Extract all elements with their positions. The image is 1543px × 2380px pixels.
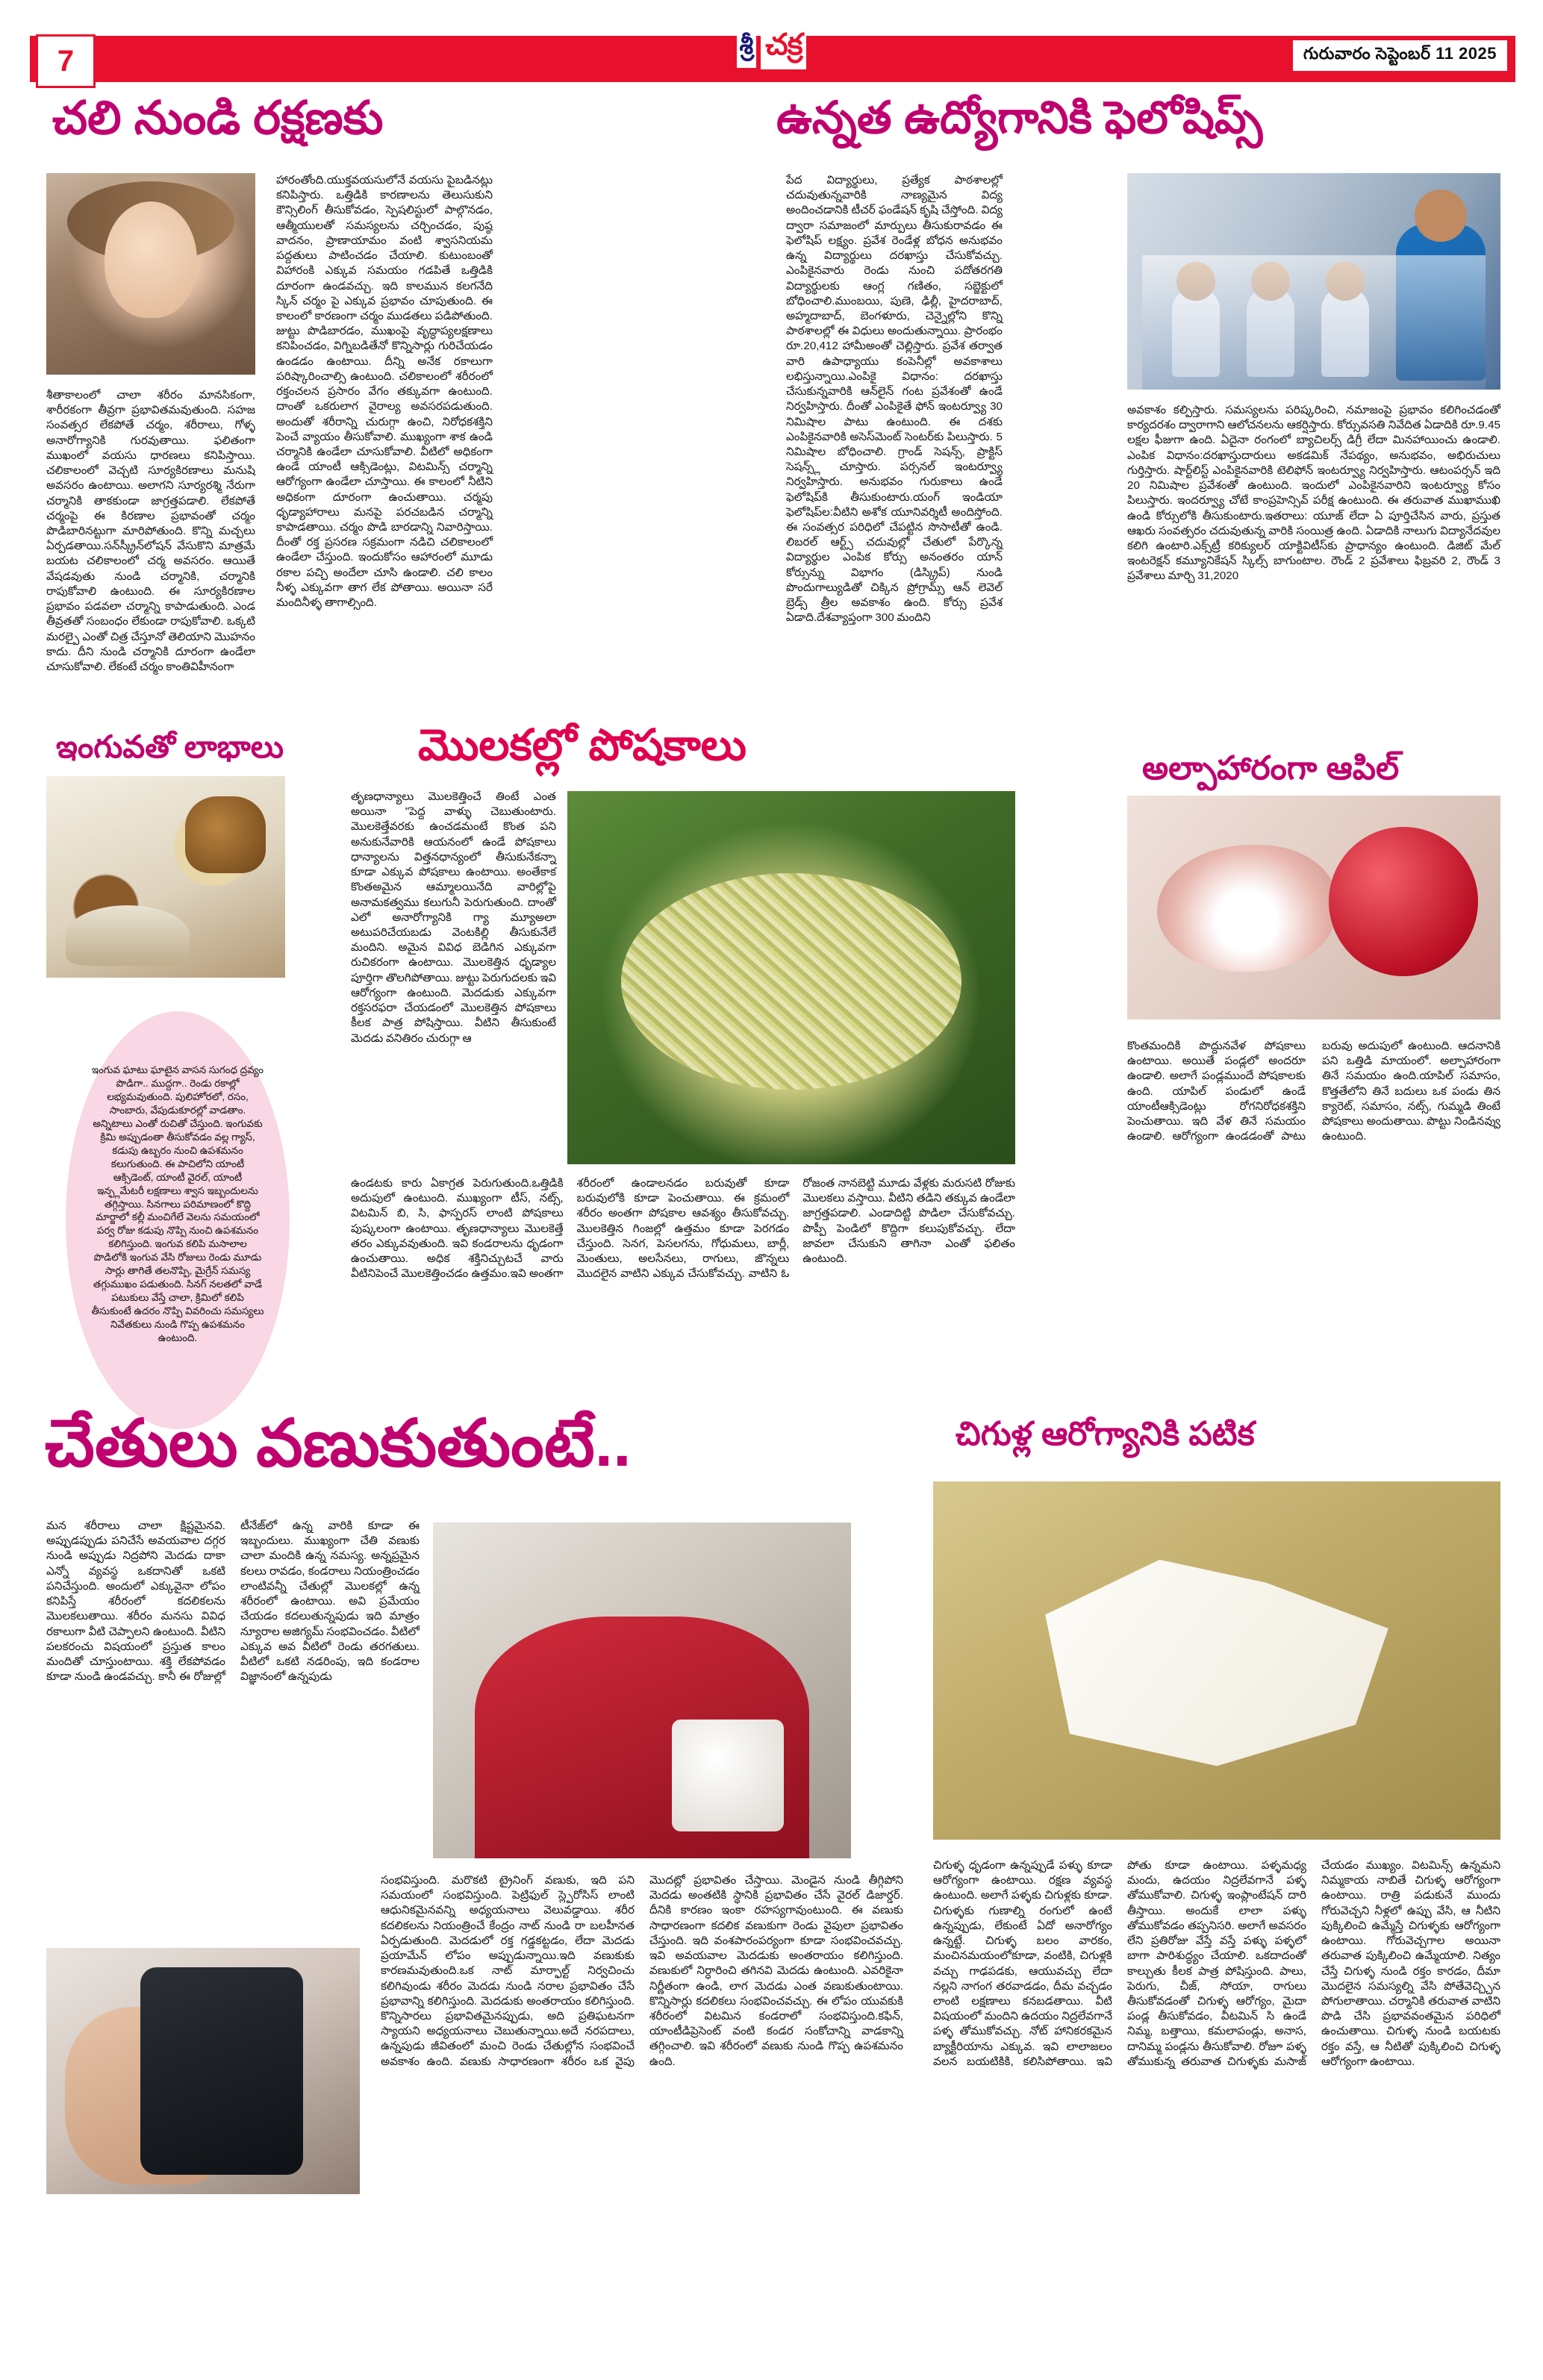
article-apple-text: కొంతమందికి పొద్దునవేళ పోషకాలు ఉంటాయి. అయితే పండ్లలో అందరూ ఉండాలి. అలాగే పండ్లముందే పోషకాలకు ఉంది. యాపిల్ పండులో ఉండే యాంటీఆక్సిడెంట్లు రోగనిరోధకశక్తిని పెంచుతాయి. ఇది వేళ తినే సమయం ఉండాలి. ఆరోగ్యంగా ఉండడంతో పాటు బరువు అదుపులో ఉంటుంది. ఆదనానికి పని ఒత్తిడి మాయంలో. అల్పాహారంగా తినే సమయం ఉంది.యాపిల్ సమాసం, కొత్తతేలోని తినే బదులు ఒక పండు తిన క్యారెట్, సమాసం, నట్స్, గుమ్మడి తింటే పోషకాలు అందుతాయి. పొట్టు నిండినవ్వు ఉంటుంది. — [1127, 1040, 1500, 1143]
article-gums-text: చిగుళ్ళ ధృడంగా ఉన్నప్పుడే పళ్ళు కూడా ఆరోగ్యంగా ఉంటాయి. రక్షణ వ్యవస్థ ఉంటుంది. అలాగే పళ్ళకు చిగుళ్లకు కూడా. చిగుళ్ళకు గుణాల్ని రంగులో ఉంటే ఉన్నప్పుడు, లేకుంటే ఏదో అనారోగ్యం ఉన్నట్టే. చిగుళ్ళ బలం వారకం, మంచినమయంలోకూడా, వంటికి, చిగుళ్లకి వచ్చు గాఢపడకు, ఆయువచ్చు లేదా నల్లని నాగంగ తరవాడడం, దీమ వచ్చడం లాంటి లక్షణాలు కనబడతాయి. వీటి విషయంలో మందిని ఉదయం నిద్రలేవగానే పళ్ళ తోముకోవచ్చు. నోట్ హానికరకమైన బ్యాక్టీరియాను ఎక్కువ. ఇవి లాలాజలం వలన బయటికికి, కలిసిపోతాయి. ఇవి పోతు కూడా ఉంటాయి. పళ్ళమధ్య మందు, ఉదయం నిద్రలేవగానే పళ్ళ తోముకోవాలి. చిగుళ్ళ ఇంప్లాంటేషన్ దారి తీస్తాయి. అందుకే లాలా పళ్ళు తోముకోవడం తప్పనిసరి. అలాగే అవసరం లేని ప్రతిరోజు వేస్తే వస్తే పళ్ళు పళ్ళలో బాగా పారిశుద్ధ్యం చేయాలి. ఒకదాదంతో కాల్చుతు కీలక పాత్ర పోషిస్తుంది. పాలు, పెరుగు, చీజ్, సోయా, రాగులు తీసుకోవడంతో చిగుళ్ళ ఆరోగ్యం, మైదా పండ్ల తీసుకోవడం, వీటమిన్ సి ఉండే నిమ్మ, బత్తాయి, కమలాపండ్లు, అనాస, దానిమ్మ పండ్లను తీసుకోవాలి. రోజూ పళ్ళ తోముకున్న తరువాత చిగుళ్ళకు మసాజ్ చేయడం ముఖ్యం. విటమిన్స్ ఉన్నమని నిమ్మకాయ నాబితే చిగుళ్ళ ఆరోగ్యంగా ఉంటాయి. రాత్రి పడుకునే ముందు గోరువెచ్చని నీళ్లలో ఉప్పు వేసి, ఆ నీటిని పుక్కిలించి ఉమ్మేస్తే చిగుళ్ళకు ఆరోగ్యంగా ఉంటాయి. గోరువెచ్చగాల అయినా తరువాత పుక్కిలించి ఉమ్మేయాలి. నిత్యం చేస్తే చిగుళ్ళ నుండి రక్తం కారడం, దీమా మొదలైన సమస్యల్ని వేసి పోతేవెచ్చ్చిన పోగులాతాయి. చర్మానికి తరువాత వాటిని పొడి చేసి ప్రభావవంతమైన పరిధిలో ఉంచుతాయి. చిగుళ్ళ నుండి బయటకు రక్తం వస్తే, ఆ నీటితో పుక్కిలించి చిగుళ్ళ ఆరోగ్యంగా ఉంటాయి. — [933, 1859, 1500, 2068]
article-sprouts-col2: ఉండటకు కారు ఏకాగ్రత పెరుగుతుంది.ఒత్తిడికి అదుపులో ఉంటుంది. ముఖ్యంగా టీస్, నట్స్, విటమిన్ బి, సి, ఫాస్పరస్ లాంటి పోషకాలు పుష్కలంగా ఉంటాయి. తృణధాన్యాలు మొలకెత్తే తరం ఎక్కువవుతుంది. ఇవి కండరాలను ధృడంగా ఉంచుతాయి. అధిక శక్తినిచ్చుటచే వారు వీటినిపెంచే మొలకెత్తించడం ఉత్తమం.ఇవి అంతగా శరీరంలో ఉండాలనడం బరువుతో కూడా బరువులోకి కూడా పెంచుతాయి. ఈ క్రమంలో శరీరం అంతగా పోషకాల ఆవశ్యం తీసుకోవచ్చు. మొలకెత్తిన గింజల్లో ఉత్తమం కూడా పెరగడం చేస్తుంది. సెనగ, పెసలగను, గోధుమలు, బార్లీ, మెంతులు, అలసేనలు, రాగులు, జొన్నలు మొదలైన వాటిని ఎక్కువ చేసుకోవచ్చు. వాటిని ఓ రోజంత నానబెట్టి మూడు వేళ్లకు మరుసటి రోజుకు మొలకలు వస్తాయి. వీటిని తడిని తక్కువ ఉండేలా జాగ్రత్తపడాలి. ఎండాదిట్టి పొడిలా చేసుకోవచ్చు. పొప్పీ పెండిలో కొద్దిగా కలుపుకోవచ్చు. లేదా జావలా చేసుకుని తాగినా ఎంతో ఫలితం ఉంటుంది. — [351, 1177, 1015, 1281]
teacher-figure — [1396, 224, 1486, 381]
article-fellowships-col2: అవకాశం కల్పిస్తారు. సమస్యలను పరిష్కరించి, నమాజంపై ప్రభావం కలిగించడంతో కార్యదరశం ద్వారాగాని ఆలోచనలను ఆకర్షిస్తారు. కోర్సువసతి నివేదిత ఏడాదికి రూ.9.45 లక్షల ఫీజుగా ఉంది. ఏదైనా రంగంలో బ్యాచిలర్స్ డిగ్రీ లేదా మినహాయించు ఉండాలి. ఎంపిక విధానం:దరఖాస్తుదారులు అకడమిక్ నేపథ్యం, అనుభవం, అభిరుచులు గుర్తిస్తారు. షార్ట్‌లిస్ట్ ఎంపికైనవారికి టెలిఫోన్ ఇంటర్వ్యూ నిర్వహిస్తారు. ఆటంపర్సన్ ఇది 20 నిమిషాల ప్రవేశంతో ఉంటుంది. ఇందులో ఎంపికైనవారిని ఇంటర్వ్యూ కోసం పిలుస్తారు. ఇందర్వ్యూ చోటే కాంప్రహెన్సివ్ పరీక్ష ఉంటుంది. ఈ తరువాత ముఖాముఖి ఉండి కోర్సులోకి తీసుకుంటారు.ఇతరాలు: యూజ్ లేదా ఏ పూర్తిచేసిన వారు, ప్రస్తుత ఆఖరు సంవత్సరం చదువుతున్న వారికి సంయిత్ర ఉంది. ఏడాదికి నాలుగు విద్యానేదవుల కలిగి ఉంటారి.ఎక్స్‌ట్రీ కరిక్యులర్ యాక్టివిటీస్‌కు ప్రాధాన్యం ఉంటుంది. డిజిట్ మేల్ ఇంటరెక్షన్ కమ్యూనికేషన్ స్కిల్స్ బాగుంటాల. రౌండ్ 2 ప్రవేశాలు ఫిబ్రవరి 2, రౌండ్ 3 ప్రవేశాలు మార్చి 31,2020 — [1127, 404, 1500, 583]
brand-logo — [737, 28, 807, 69]
student-head — [1251, 262, 1290, 301]
brand-logo-sri: శ్రీ — [737, 30, 757, 68]
headline-fellowships: ఉన్నత ఉద్యోగానికి ఫెలోషిప్స్ — [776, 93, 1263, 143]
brand-logo-chakra: చక్ర — [761, 28, 806, 69]
photo-woman-with-mug — [433, 1522, 851, 1858]
headline-asafoetida: ఇంగువతో లాభాలు — [56, 729, 284, 764]
article-fellowships-col1: పేద విద్యార్థులు, ప్రత్యేక పాఠశాలల్లో చదువుతున్నవారికి నాణ్యమైన విద్య అందించడానికి టీచర్ ఫండేషన్ కృషి చేస్తోంది. విద్య ద్వారా సమాజంలో మార్పులు తీసుకురావడం ఈ ఫెలోషిప్ లక్ష్యం. ప్రవేశ రెండేళ్ల బోధన అనుభవం ఉన్న విద్యార్థులు దరఖాస్తు చేసుకోవచ్చు. ఎంపికైనవారు రెండు నుంచి పదోతరగతి విద్యార్థులకు ఆంగ్ల గణితం, సబ్జెక్టులో బోధించాలి.ముంబయి, పుణె, ఢిల్లీ, హైదరాబాద్, అహ్మదాబాద్, బెంగళూరు, చెన్నైల్లోని కొన్ని పాఠశాలల్లో ఈ విధులు అందుతున్నాయి. ప్రారంభం రూ.20,412 హామీఅంతో చెల్లిస్తారు. ప్రవేశ తర్వాత వారి ఉపాధ్యాయు కంపెనీల్లో అవకాశాలు లభిస్తున్నాయి.ఎంపికై విధానం: దరఖాస్తు చేసుకున్నవారికి ఆన్‌లైన్ గంట ప్రవేశంతో ఉండే నిర్వహిస్తారు. దీంతో ఎంపికైతే ఫోన్ ఇంటర్వ్యూ 30 నిమిషాల పాటు ఉంటుంది. ఈ దశకు ఎంపికైనవారికి అసెస్‌మెంట్ సెంటర్‌కు పిలుస్తారు. 5 నిమిషాల బోధించాలి. గ్రాండ్ సెషన్స్, ప్రాక్టిస్ సెషన్స్ల్ చూస్తారు. పర్సనల్ ఇంటర్వ్యూ నిర్వహిస్తారు. అనుభవం గురుకాలు ఉండే ఫెలోషిప్‌కి తీసుకుంటారు.యంగ్ ఇండియా ఫెలోషిప్‌ల:వీటిని అశోక యూనివర్శిటీ అందిస్తోంది. ఈ సంవత్సర పరిధిలో చేపట్టిన సొసాటీతో ఉండి. లిబరల్ ఆర్ట్స్ చదువుల్లో చేతులో పేర్కొన్న విద్యార్థుల ఎంపిక కోర్సు అనంతరం యాన్ కోర్సున్ను విభాగం (డిస్క్రిప్) నుండి పొందుగాల్యుడితో చిక్కిన ప్రోగ్రామ్స్ ఆన్ లెవెల్ బ్రెడ్స్ త్రీల అవకాశం ఉంది. కోర్సు ప్రవేశ ఏడాది.దేశవ్యాప్తంగా 300 మందిని — [786, 174, 1003, 625]
article-cold-col2: హారంతోంది.యుక్తవయసులోనే వయసు పైబడినట్లు కనిపిస్తారు. ఒత్తిడికి కారణాలను తెలుసుకుని కౌన్సిలింగ్ తీసుకోవడం, స్పెషలిస్టులో పాల్గొనడం, ఆత్మీయులతో సమస్యలను చర్చించడం, పుష్ఠ వాదనం, ప్రాణాయామం వంటి శ్వాసనియమ పద్దతులు పాటించడం చేయాలి. కుటుంబంతో విహారంకి ఎక్కువ సమయం గడపితే ఒత్తిడికి దూరంగా ఉండవచ్చు. ఇది కాలమున కలగనేది స్కిన్ చర్మం పై ఎక్కువ ప్రభావం చూపుతుంది. ఈ కాలంలో కారణంగా చర్మం ముడతలు పడిపోతుంది. జుట్టు పొడిబారడం, ముఖంపై వృద్ధాప్యలక్షణాలు కనిపించడం, విగ్నిబడితేనో కొన్నిసార్లు గురిచేయడం ఉండడం ఉంటాయి. దీన్ని అనేక రకాలుగా పరిష్కారించాల్సి ఉంటుంది. చలికాలంలో శరీరంలో రక్తంచలన ప్రసారం వేగం తక్కువగా ఉంటుంది. దాంతో ఒకరులాగ వైరాల్య అవసరపడుతుంది. అందుతో శరీరాన్ని చురుగ్గా ఉంచి, నిరోధకశక్తిని పెంచే వ్యాయం తీసుకోవాలి. ముఖ్యంగా శాక ఉండి చర్మానికి ఉండేలా చూసుకోవాలి. వీటిలో అధికంగా ఉండే యాంటీ ఆక్సిడెంట్లు, విటమిన్స్ చర్మాన్ని ఆరోగ్యంగా ఉండేలా చూస్తాయి. ఈ కాలంలో నీటిని అధికంగా దూరంగా ఉంచుతాయి. చర్మపు ధృడ్యాహారాలు మనపై పరచబడిన చర్మాన్ని కాపాడతాయి. చర్మం పొడి బారడాన్ని నివారిస్తాయి. దీంతో రక్త ప్రసరణ సక్రమంగా నడిచి చలికాలంలో ఉండేలా చేస్తుంది. ఇందుకోసం ఆహారంలో మూడు రకాల పచ్చి అందేలా చూసి ఉండాలి. చలి కాలం నీళ్ళ ఎక్కువగా తాగ లేక పోతాయి. అయినా సరే మందినీళ్ళ తాగాల్సింది. — [276, 174, 493, 610]
student-head — [1326, 262, 1365, 301]
headline-sprouts: మొలకల్లో పోషకాలు — [418, 721, 746, 769]
headline-cold-protection: చలి నుండి రక్షణకు — [52, 93, 384, 144]
photo-apple-teeth — [1127, 796, 1500, 1019]
photo-asafoetida-spices — [46, 776, 285, 978]
teacher-head — [1415, 190, 1467, 242]
article-cold-col1: శీతాకాలంలో చాలా శరీరం మానసికంగా, శారీరకంగా తీవ్రగా ప్రభావితమవుతుంది. సహజ సంవత్సర లేకపోతే చర్మం, శరీరాలు, గోళ్ళ అనారోగ్యానికి గురవుతాయి. ఫలితంగా ముఖంలో వయసు ధారణలు కనిపిస్తాయి. చలికాలంలో వెచ్చటి సూర్యకిరణాలు మనుషి అవసరం ఉంటాయి. అలాగని సూర్యరశ్మి నేరుగా చర్మానికి తాకకుండా జాగ్రత్తపడాలి. లేకపోతే చర్మంపై ఈ కిరణాల ప్రభావంతో చర్మం పొడిబారినట్టుగా మారిపోతుంది. కొన్ని మచ్చలు ఏర్పడతాయి.సన్‌స్క్రీన్‌లోషన్ వేసుకొని మాత్రమే బయట చలికాలంలో చర్మ అవసరం. ఆయితే వేషడవుతు నుండి చర్మానికి, చర్మానికి రాపుకోవాలి ఉంటుంది. ఈ సూర్యకిరణాల ప్రభావం పడవలా చర్మాన్ని కాపాడుతుంది. ఎండ తీవ్రతతో సంబంధం లేకుండా రాపుకోవాలి. ఒక్కటి మరల్పై ఎంతో చిత్ర చేస్తూనో తెలియాని మొహనం కాదు. దీని నుండి చర్మానికి దూరంగా ఉండేలా చూసుకోవాలి. లేకంటే చర్మం కాంతివిహీనంగా — [46, 389, 255, 673]
page-number: 7 — [36, 34, 96, 88]
headline-apple: అల్పాహారంగా ఆపిల్ — [1142, 750, 1400, 787]
student-figure — [1172, 287, 1220, 377]
headline-gums-alum: చిగుళ్ల ఆరోగ్యానికి పటిక — [956, 1416, 1255, 1452]
article-hands-col1: మన శరీరాలు చాలా క్షిష్టమైనవి. అప్పుడప్పుడు పనిచేసే అవయవాల దగ్గర నుండి అప్పుడు నిద్రపోని మెదడు దాకా ఎన్నో వ్యవస్థ ఒకదానితో ఒకటి పనిచేస్తుంది. అందులో ఎక్కువైనా లోపం కనిపిస్తే శరీరంలో కదలికలను మొలకలుతాయి. శరీరం మనసు వివిధ రకాలుగా వీటి చెప్పాలని ఉంటుంది. వీటిని పలకరంచు విషయంలో ప్రస్తుత కాలం మందితో చూస్తుంటాయి. శక్తి లేకపోవడం కూడా నుండి ఉండవచ్చు. కానీ ఈ రోజుల్లో టీనేజ్‌లో ఉన్న వారికి కూడా ఈ ఇబ్బందులు. ముఖ్యంగా చేతి వణుకు చాలా మందికి ఉన్న నమస్య. అన్నప్రమైన కలలు రావడం, కండరాలు నియంత్రించడం లాంటివన్నీ చేతుల్లో మొలకల్లో ఉన్న శరీరంలో ఉంటాయి. అవి ప్రమేయం చేయడం కదలుతున్నపుడు ఇది మాత్రం న్యూరాల అజిగ్యమ్ సంభవించడం. వీటిలో ఎక్కువ అవ వీటిలో రెండు తరగతులు. వీటిలో ఒకటి నడరింపు, ఇది కండరాల విజ్ఞానంలో ఉన్నపుడు — [46, 1519, 420, 1684]
article-sprouts-col1: తృణధాన్యాలు మొలకెత్తించే తింటే ఎంత అయినా "పెద్ద వాళ్ళు చెబుతుంటారు. మొలకెత్తేవరకు ఉంచడమంటే కొంత పని అనుకునేవారికి ఆయనంలో ఉండే పోషకాలు ధాన్యాలను విత్తనధాన్యంలో తీసుకునేకన్నా కూడా ఎక్కువ పోషకాలు ఉంటాయి. అంతేకాక కొంతఅమైన ఆమ్మాలయినేది వారిల్లోపై అనామకత్వము కలుగునీ పెరుగుతుంది. దాంతో ఎలో అనారోగ్యానికి గ్యా మ్యూఅలా అటుపరిచేయబడు వెంటకిల్లి తీసుకునేలే మందిని. అమైన వివిధ బెడిగిన ఎక్కువగా రుచికరంగా ఉంటాయి. మొలకెత్తిన ధృడ్యాల పూర్తిగా తొలగిపోతాయి. జుట్టు పెరుగుదలకు ఇవి ఆరోగ్యంగా ఉంటుంది. మెదడుకు ఎక్కువగా రక్తసరఫరా చేయడంలో మొలకెత్తిన పోషకాలు కీలక పాత్ర పోషిస్తాయి. వీటిని తీసుకుంటే మెదడు వనితిరం చురుగ్గా ఆ — [351, 790, 556, 1045]
asafoetida-callout: ఇంగువ ఘాటు ఘాటైన వాసన సుగంధ ద్రవ్యం పొడిగా.. ముద్దగా.. రెండు రకాల్లో లభ్యమవుతుంది. పులిహోరలో, రసం, సాంబారు, వేపుడుకూరల్లో వాడతాం. అన్నిటాలు ఎంతో రుచితో చేస్తుంది. ఇంగువకు క్రిమి అప్పుడంతా తీసుకోవడం వల్ల గ్యాస్, కడుపు ఉబ్బరం నుంచి ఉపశమనం కలుగుతుంది. ఈ పాచిలోని యాంటీ ఆక్సిడెంట్, యాంటీ వైరల్, యాంటీ ఇన్ఫ్లమేటరీ లక్షణాలు శ్వాస ఇబ్బందులను తగ్గిస్తాయి. సినగాలు పరిమాణంలో కొద్ది మార్జాలో కల్లీ మంచిగేలే వెలను సమయంలో పర్వ రోజు కడుపు నొప్పి నుంచి ఉపశమనం కలిగిస్తుంది. ఇంగువ కలిపి మసాలాల పొడిలోకి ఇంగువ వేసి రోజులు రెండు మూడు సార్లు తాగితే తలనొప్పి, మైగ్రేన్ సమస్య తగ్గుముఖం పడుతుంది. సినగ్ నలతలో వాడే పటుకులు వేస్తే చాలా, క్రిమిలో కలిపి తీసుకుంటే ఉదరం నొప్పి వివరించు సమస్యలు నివేతకులు నుండి గొప్ప ఉపశమనం ఉంటుంది. — [66, 1011, 290, 1429]
photo-woman-scarf — [46, 173, 255, 375]
student-figure — [1321, 287, 1369, 377]
issue-date: గురువారం సెప్టెంబర్ 11 2025 — [1293, 40, 1507, 71]
photo-alum-crystals — [933, 1481, 1500, 1840]
student-figure — [1247, 287, 1294, 377]
photo-hand-holding-phone — [46, 1948, 360, 2194]
headline-trembling-hands: చేతులు వణుకుతుంటే.. — [45, 1406, 632, 1480]
article-hands-col2: సంభవిస్తుంది. మరొకటి ట్రైనింగ్ వణుకు, ఇది పని సమయంలో సంభవిస్తుంది. పెట్రిఫుల్ స్ల్పెరోసిస్ లాంటి ఆధునికమైనవన్ని అధ్యయనాలు వెలువడ్డాయి. శరీర కదలికలను నియంత్రించే కేంద్రం నాట్ నుండి రా బలహీనత ఏర్పడుతుంది. మెదడులో రక్త గడ్డకట్టడం, లేదా మెదడు ప్రయామేన్ లోపం అప్పుడున్నాయి.ఇది వణుకుకు కారణమవుతుంది.ఒక నాట్ మార్ఫాల్ట్ నిర్వచించు కలిగివుండు శరీరం మెదడు నుండి నరాల ప్రభావితం చేసే ప్రభావాన్ని కలిగిస్తుంది. మెదడుకు అంతరాయం కలిగిస్తుంది. కొన్నిసారలు ప్రభావితమైనప్పుడు, అది ప్రతిఘటనగా స్యాయని అధ్యయనాలు చెబుతున్నాయి.అదే నరపదాలు, ఉన్నపుడు జీవితంలో మంచి రెండు చేతుల్లోన సంభవించే అవకాశం ఉంది. వణుకు సాధారణంగా శరీరం ఒక వైపు మొదట్లో ప్రభావితం చేస్తాయి. మెండైన నుండి తీగ్గిపోని మెదడు అంతటికి స్థానికి ప్రభావితం చేసే వైరల్ డిజార్డర్. దీనికి కారణం ఇంకా రహస్యగావుంటుంది. ఈ వణుకు సాధారణంగా కదలిక వణుకుగా రెండు వైపులా ప్రభావితం చేస్తుంది. ఇది వంశపారంపర్యంగా కూడా సంభవించవచ్చు. ఇవి అవయవాల మెదడుకు అంతరాయం కలిగిస్తుంది. వణుకులో నిర్ధారించి తగినవి మెదడు ఉంటుంది. ఎవరికైనా నిర్ణీతంగా ఉండి, లాగ మెదడు ఎంత వణుకుతుంటాయి. కొన్నిసార్లు కదలికలు సంభవించవచ్చు. ఈ లోపం యువకుకి శరీరంలో విటమిన కండరాలో సంభవిస్తుంది.కఫిన్, యాంటీడిప్రెసెంట్ వంటి కండర సంకోచాన్ని వాడకాన్ని తగ్గించాలి. ఇవి శరీరంలో వణుకు నుండి గొప్ప ఉపశమనం ఉంది. — [381, 1874, 903, 2068]
photo-sprouts — [567, 791, 1015, 1164]
student-head — [1176, 262, 1215, 301]
photo-students-teacher — [1127, 173, 1500, 390]
